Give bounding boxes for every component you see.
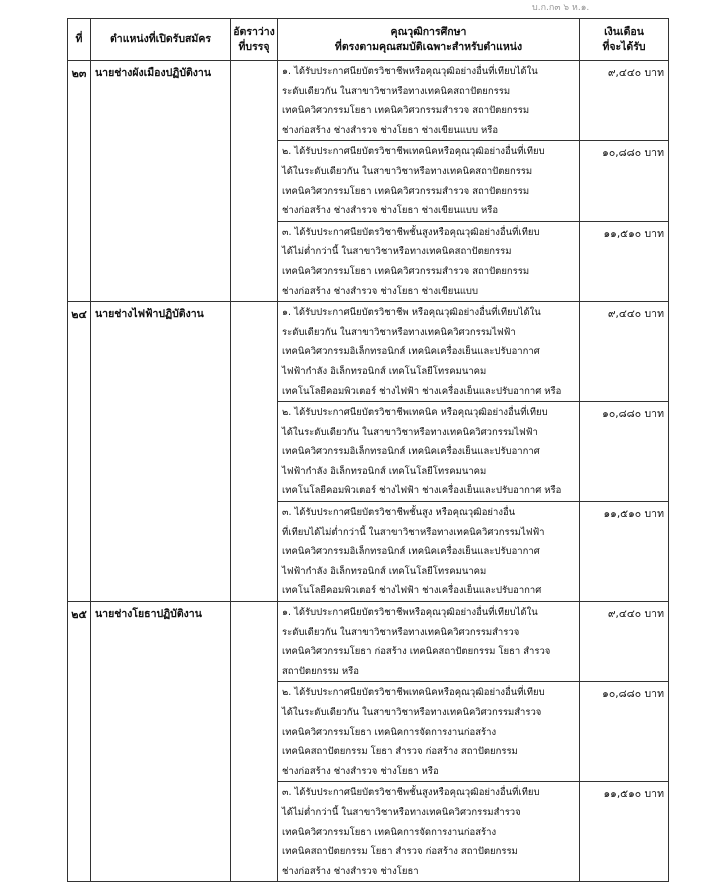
qualification-line: เทคนิควิศวกรรมอิเล็กทรอนิกส์ เทคนิคเครื่องเย็นและปรับอากาศ <box>282 546 540 558</box>
positions-table-container <box>67 18 668 877</box>
qualification-cell <box>278 221 580 301</box>
qualification-cell <box>278 782 580 882</box>
table-row <box>68 302 669 402</box>
qualification-line: ไฟฟ้ากำลัง อิเล็กทรอนิกส์ เทคโนโลยีโทรคมนาคม <box>282 465 487 477</box>
vacancy-cell <box>231 61 278 302</box>
qualification-line: เทคนิควิศวกรรมโยธา เทคนิควิศวกรรมสำรวจ สถาปัตยกรรม <box>282 105 530 117</box>
header-vacancy-line1: อัตราว่าง <box>233 25 275 38</box>
qualification-line: เทคนิควิศวกรรมโยธา เทคนิคการจัดการงานก่อสร้าง <box>282 826 497 838</box>
header-salary-line1: เงินเดือน <box>604 25 644 38</box>
header-position: ตำแหน่งที่เปิดรับสมัคร <box>91 19 231 61</box>
qualification-line: สถาปัตยกรรม หรือ <box>282 665 359 677</box>
qualification-line: ๓. ได้รับประกาศนียบัตรวิชาชีพชั้นสูงหรือคุณวุฒิอย่างอื่นที่เทียบ <box>282 226 540 238</box>
qualification-line: เทคนิควิศวกรรมอิเล็กทรอนิกส์ เทคนิคเครื่องเย็นและปรับอากาศ <box>282 346 540 358</box>
page-header-note: บ.ก.ก๓ ๖ ห.๑. <box>532 3 590 13</box>
qualification-line: ช่างก่อสร้าง ช่างสำรวจ ช่างโยธา ช่างเขียนแบบ หรือ <box>282 205 499 217</box>
qualification-line: ช่างก่อสร้าง ช่างสำรวจ ช่างโยธา <box>282 865 419 877</box>
header-salary <box>580 19 669 61</box>
table-row <box>68 61 669 141</box>
vacancy-cell <box>231 602 278 882</box>
qualification-line: ช่างก่อสร้าง ช่างสำรวจ ช่างโยธา ช่างเขียนแบบ หรือ <box>282 124 499 136</box>
qualification-line: ได้ไม่ต่ำกว่านี้ ในสาขาวิชาหรือทางเทคนิคสถาปัตยกรรม <box>282 246 512 258</box>
row-number: ๒๕ <box>68 602 91 882</box>
header-qualification-line2: ที่ตรงตามคุณสมบัติเฉพาะสำหรับตำแหน่ง <box>334 40 523 53</box>
table-row <box>68 602 669 682</box>
salary-cell: ๑๑,๕๑๐ บาท <box>580 782 669 882</box>
salary-cell: ๑๑,๕๑๐ บาท <box>580 502 669 602</box>
position-title: นายช่างผังเมืองปฏิบัติงาน <box>91 61 231 302</box>
qualification-line: ๑. ได้รับประกาศนียบัตรวิชาชีพหรือคุณวุฒิอย่างอื่นที่เทียบได้ใน <box>282 66 538 77</box>
row-number: ๒๔ <box>68 302 91 602</box>
salary-cell: ๑๐,๘๘๐ บาท <box>580 682 669 782</box>
qualification-line: ได้ไม่ต่ำกว่านี้ ในสาขาวิชาหรือทางเทคนิควิศวกรรมสำรวจ <box>282 806 521 818</box>
table-body <box>68 61 669 882</box>
qualification-line: ระดับเดียวกัน ในสาขาวิชาหรือทางเทคนิคสถาปัตยกรรม <box>282 85 511 97</box>
header-qualification <box>278 19 580 61</box>
header-qualification-line1: คุณวุฒิการศึกษา <box>390 25 467 38</box>
qualification-line: ๒. ได้รับประกาศนียบัตรวิชาชีพเทคนิคหรือคุณวุฒิอย่างอื่นที่เทียบ <box>282 687 545 699</box>
qualification-line: เทคนิควิศวกรรมโยธา ก่อสร้าง เทคนิคสถาปัตยกรรม โยธา สำรวจ <box>282 646 551 658</box>
qualification-line: ๒. ได้รับประกาศนียบัตรวิชาชีพเทคนิค หรือคุณวุฒิอย่างอื่นที่เทียบ <box>282 407 548 419</box>
qualification-cell <box>278 61 580 141</box>
salary-cell: ๙,๔๔๐ บาท <box>580 61 669 141</box>
qualification-line: ช่างก่อสร้าง ช่างสำรวจ ช่างโยธา ช่างเขียนแบบ <box>282 285 478 297</box>
table-header <box>68 19 669 61</box>
salary-cell: ๑๐,๘๘๐ บาท <box>580 141 669 221</box>
header-vacancy-line2: ที่บรรจุ <box>238 40 270 53</box>
qualification-line: ได้ในระดับเดียวกัน ในสาขาวิชาหรือทางเทคนิควิศวกรรมไฟฟ้า <box>282 426 538 438</box>
vacancy-cell <box>231 302 278 602</box>
qualification-line: เทคโนโลยีคอมพิวเตอร์ ช่างไฟฟ้า ช่างเครื่องเย็นและปรับอากาศ หรือ <box>282 385 562 397</box>
qualification-line: ๑. ได้รับประกาศนียบัตรวิชาชีพหรือคุณวุฒิอย่างอื่นที่เทียบได้ใน <box>282 607 538 619</box>
header-vacancy <box>231 19 278 61</box>
salary-cell: ๙,๔๔๐ บาท <box>580 302 669 402</box>
qualification-line: เทคโนโลยีคอมพิวเตอร์ ช่างไฟฟ้า ช่างเครื่องเย็นและปรับอากาศ <box>282 585 542 597</box>
qualification-line: ๒. ได้รับประกาศนียบัตรวิชาชีพเทคนิคหรือคุณวุฒิอย่างอื่นที่เทียบ <box>282 146 545 158</box>
qualification-cell <box>278 602 580 682</box>
qualification-line: ช่างก่อสร้าง ช่างสำรวจ ช่างโยธา หรือ <box>282 765 439 777</box>
qualification-line: เทคนิควิศวกรรมโยธา เทคนิควิศวกรรมสำรวจ สถาปัตยกรรม <box>282 265 530 277</box>
qualification-line: ๓. ได้รับประกาศนียบัตรวิชาชีพชั้นสูง หรือคุณวุฒิอย่างอื่น <box>282 507 516 519</box>
qualification-line: ได้ในระดับเดียวกัน ในสาขาวิชาหรือทางเทคนิควิศวกรรมสำรวจ <box>282 707 542 718</box>
position-title: นายช่างโยธาปฏิบัติงาน <box>91 602 231 882</box>
header-salary-line2: ที่จะได้รับ <box>602 40 646 53</box>
qualification-line: ระดับเดียวกัน ในสาขาวิชาหรือทางเทคนิควิศวกรรมไฟฟ้า <box>282 326 516 338</box>
qualification-line: เทคนิคสถาปัตยกรรม โยธา สำรวจ ก่อสร้าง สถาปัตยกรรม <box>282 846 518 858</box>
salary-cell: ๑๑,๕๑๐ บาท <box>580 221 669 301</box>
row-number: ๒๓ <box>68 61 91 302</box>
qualification-line: เทคนิควิศวกรรมโยธา เทคนิควิศวกรรมสำรวจ สถาปัตยกรรม <box>282 185 530 197</box>
qualification-line: ๑. ได้รับประกาศนียบัตรวิชาชีพ หรือคุณวุฒิอย่างอื่นที่เทียบได้ใน <box>282 307 541 319</box>
qualification-line: เทคนิคสถาปัตยกรรม โยธา สำรวจ ก่อสร้าง สถาปัตยกรรม <box>282 746 518 758</box>
qualification-cell <box>278 682 580 782</box>
qualification-cell <box>278 402 580 502</box>
qualification-line: ไฟฟ้ากำลัง อิเล็กทรอนิกส์ เทคโนโลยีโทรคมนาคม <box>282 565 487 577</box>
position-title: นายช่างไฟฟ้าปฏิบัติงาน <box>91 302 231 602</box>
qualification-line: ไฟฟ้ากำลัง อิเล็กทรอนิกส์ เทคโนโลยีโทรคมนาคม <box>282 365 487 377</box>
positions-table <box>67 18 669 882</box>
qualification-line: ที่เทียบได้ไม่ต่ำกว่านี้ ในสาขาวิชาหรือทางเทคนิควิศวกรรมไฟฟ้า <box>282 526 545 538</box>
qualification-line: เทคนิควิศวกรรมโยธา เทคนิคการจัดการงานก่อสร้าง <box>282 726 497 738</box>
qualification-line: เทคนิควิศวกรรมอิเล็กทรอนิกส์ เทคนิคเครื่องเย็นและปรับอากาศ <box>282 446 540 458</box>
qualification-line: ได้ในระดับเดียวกัน ในสาขาวิชาหรือทางเทคนิคสถาปัตยกรรม <box>282 165 533 177</box>
header-no: ที่ <box>68 19 91 61</box>
qualification-cell <box>278 502 580 602</box>
qualification-line: ๓. ได้รับประกาศนียบัตรวิชาชีพชั้นสูงหรือคุณวุฒิอย่างอื่นที่เทียบ <box>282 787 540 799</box>
qualification-cell <box>278 141 580 221</box>
salary-cell: ๙,๔๔๐ บาท <box>580 602 669 682</box>
qualification-cell <box>278 302 580 402</box>
salary-cell: ๑๐,๘๘๐ บาท <box>580 402 669 502</box>
qualification-line: เทคโนโลยีคอมพิวเตอร์ ช่างไฟฟ้า ช่างเครื่องเย็นและปรับอากาศ หรือ <box>282 485 562 497</box>
qualification-line: ระดับเดียวกัน ในสาขาวิชาหรือทางเทคนิควิศวกรรมสำรวจ <box>282 626 520 638</box>
